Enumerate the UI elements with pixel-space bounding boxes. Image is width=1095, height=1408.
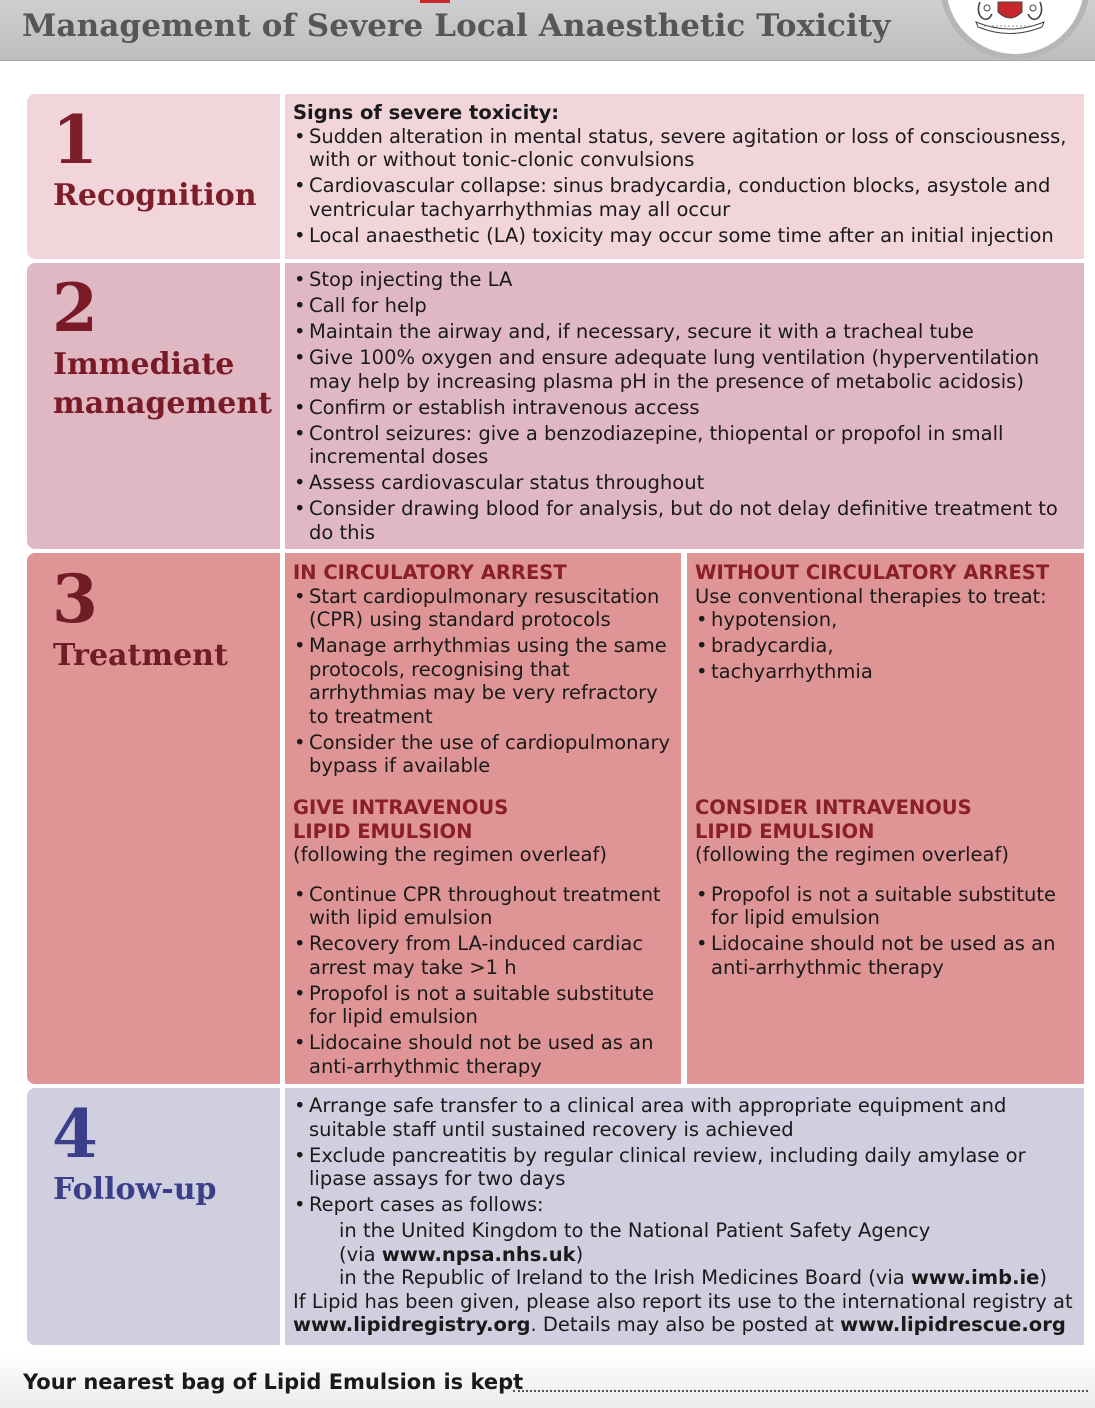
immediate-content-cell: [285, 263, 1084, 549]
imb-link[interactable]: www.imb.ie: [910, 1266, 1040, 1289]
without-arrest-intro: Use conventional therapies to treat:: [695, 584, 1047, 608]
list-item: • tachyarrhythmia: [695, 660, 1076, 684]
followup-list: [293, 1094, 1076, 1217]
list-item: • Propofol is not a suitable substitute for lipid emulsion: [293, 982, 673, 1029]
list-item: • Maintain the airway and, if necessary, secure it with a tracheal tube: [293, 320, 1076, 344]
uk-report-line: [293, 1219, 1076, 1266]
recognition-label-cell: [27, 94, 280, 259]
recognition-section: [27, 94, 1084, 259]
npsa-link[interactable]: www.npsa.nhs.uk: [381, 1242, 576, 1266]
lipid-registry-text: If Lipid has been given, please also report its use to the international registry at: [293, 1289, 1073, 1313]
list-item: • Assess cardiovascular status throughout: [293, 471, 1076, 495]
in-arrest-heading: IN CIRCULATORY ARREST: [293, 561, 567, 584]
step-label: [53, 345, 272, 423]
signs-list: [293, 125, 1076, 248]
step-label: Recognition: [53, 178, 257, 213]
list-item: • Consider the use of cardiopulmonary bypass if available: [293, 731, 673, 778]
list-item: • hypotension,: [695, 608, 1076, 632]
list-item: • Arrange safe transfer to a clinical area with appropriate equipment and suitable staff until sustained recovery is achieved: [293, 1094, 1076, 1141]
list-item: • Report cases as follows:: [293, 1193, 1076, 1217]
uk-via-prefix: (via: [339, 1242, 382, 1266]
without-arrest-heading: WITHOUT CIRCULATORY ARREST: [695, 561, 1050, 584]
recognition-content-cell: [285, 94, 1084, 259]
details-text: . Details may also be posted at: [530, 1313, 841, 1336]
footer-fill-in-line[interactable]: [513, 1390, 1088, 1392]
follow-up-section: [27, 1088, 1084, 1345]
immediate-actions-list: [293, 268, 1076, 544]
list-item: • Exclude pancreatitis by regular clinical review, including daily amylase or lipase assays for two days: [293, 1144, 1076, 1191]
ie-report-line: [293, 1266, 1076, 1290]
uk-report-via: [339, 1243, 1076, 1267]
lipid-rescue-link[interactable]: www.lipidrescue.org: [840, 1313, 1066, 1336]
uk-via-suffix: ): [575, 1242, 584, 1266]
consider-lipid-list: [695, 883, 1076, 980]
list-item: • Give 100% oxygen and ensure adequate lung ventilation (hyperventilation may help by increasing plasma pH in the presence of metabolic acidosis): [293, 346, 1076, 393]
step-number: 3: [52, 560, 98, 638]
list-item: • Call for help: [293, 294, 1076, 318]
ie-report-text: in the Republic of Ireland to the Irish Medicines Board (via: [339, 1266, 911, 1289]
heading-line: LIPID EMULSION: [695, 819, 875, 843]
consider-lipid-subtext: (following the regimen overleaf): [695, 843, 1009, 866]
list-item: • Continue CPR throughout treatment with lipid emulsion: [293, 883, 673, 930]
step-label-line: Immediate: [53, 347, 235, 382]
list-item: • Lidocaine should not be used as an anti-arrhythmic therapy: [695, 932, 1076, 979]
without-arrest-list: [695, 608, 1076, 684]
list-item: • Manage arrhythmias using the same protocols, recognising that arrhythmias may be very refractory to treatment: [293, 634, 673, 728]
step-label-line: management: [53, 386, 272, 421]
signs-heading: Signs of severe toxicity:: [293, 101, 560, 124]
list-item: • Start cardiopulmonary resuscitation (CPR) using standard protocols: [293, 585, 673, 632]
ie-report-suffix: ): [1039, 1266, 1048, 1289]
lipid-registry-note: [293, 1290, 1076, 1337]
header-accent-mark: [420, 0, 450, 3]
step-number: 4: [52, 1095, 98, 1173]
step-label: Follow-up: [53, 1172, 217, 1207]
heading-line: CONSIDER INTRAVENOUS: [695, 796, 972, 819]
lipid-registry-link[interactable]: www.lipidregistry.org: [293, 1313, 531, 1336]
immediate-label-cell: [27, 263, 280, 549]
list-item: • bradycardia,: [695, 634, 1076, 658]
in-arrest-column: [285, 553, 681, 1084]
footer-text: Your nearest bag of Lipid Emulsion is kept: [23, 1370, 524, 1394]
give-lipid-list: [293, 883, 673, 1079]
step-number: 1: [52, 101, 98, 179]
consider-lipid-heading: [695, 796, 1076, 843]
list-item: • Stop injecting the LA: [293, 268, 1076, 292]
page-title: Management of Severe Local Anaesthetic Toxicity: [22, 8, 891, 44]
without-arrest-column: [687, 553, 1084, 1084]
followup-content-cell: [285, 1088, 1084, 1345]
treatment-section: [27, 553, 1084, 1084]
association-crest-icon: [962, 0, 1058, 34]
step-number: 2: [52, 269, 98, 347]
list-item: • Lidocaine should not be used as an anti-arrhythmic therapy: [293, 1031, 673, 1078]
list-item: • Consider drawing blood for analysis, but do not delay definitive treatment to do this: [293, 497, 1076, 544]
list-item: • Confirm or establish intravenous access: [293, 396, 1076, 420]
treatment-label-cell: [27, 553, 280, 1084]
heading-line: GIVE INTRAVENOUS: [293, 796, 509, 819]
give-lipid-subtext: (following the regimen overleaf): [293, 843, 607, 866]
list-item: • Sudden alteration in mental status, severe agitation or loss of consciousness, with or without tonic-clonic convulsions: [293, 125, 1076, 172]
list-item: • Local anaesthetic (LA) toxicity may occur some time after an initial injection: [293, 224, 1076, 248]
in-arrest-list: [293, 585, 673, 778]
followup-label-cell: [27, 1088, 280, 1345]
immediate-management-section: [27, 263, 1084, 549]
list-item: • Control seizures: give a benzodiazepine, thiopental or propofol in small incremental doses: [293, 422, 1076, 469]
step-label: Treatment: [53, 638, 228, 673]
list-item: • Cardiovascular collapse: sinus bradycardia, conduction blocks, asystole and ventricular tachyarrhythmias may all occur: [293, 174, 1076, 221]
uk-report-text: in the United Kingdom to the National Patient Safety Agency: [339, 1219, 931, 1242]
give-lipid-heading: [293, 796, 673, 843]
list-item: • Recovery from LA-induced cardiac arrest may take >1 h: [293, 932, 673, 979]
list-item: • Propofol is not a suitable substitute for lipid emulsion: [695, 883, 1076, 930]
heading-line: LIPID EMULSION: [293, 819, 473, 843]
